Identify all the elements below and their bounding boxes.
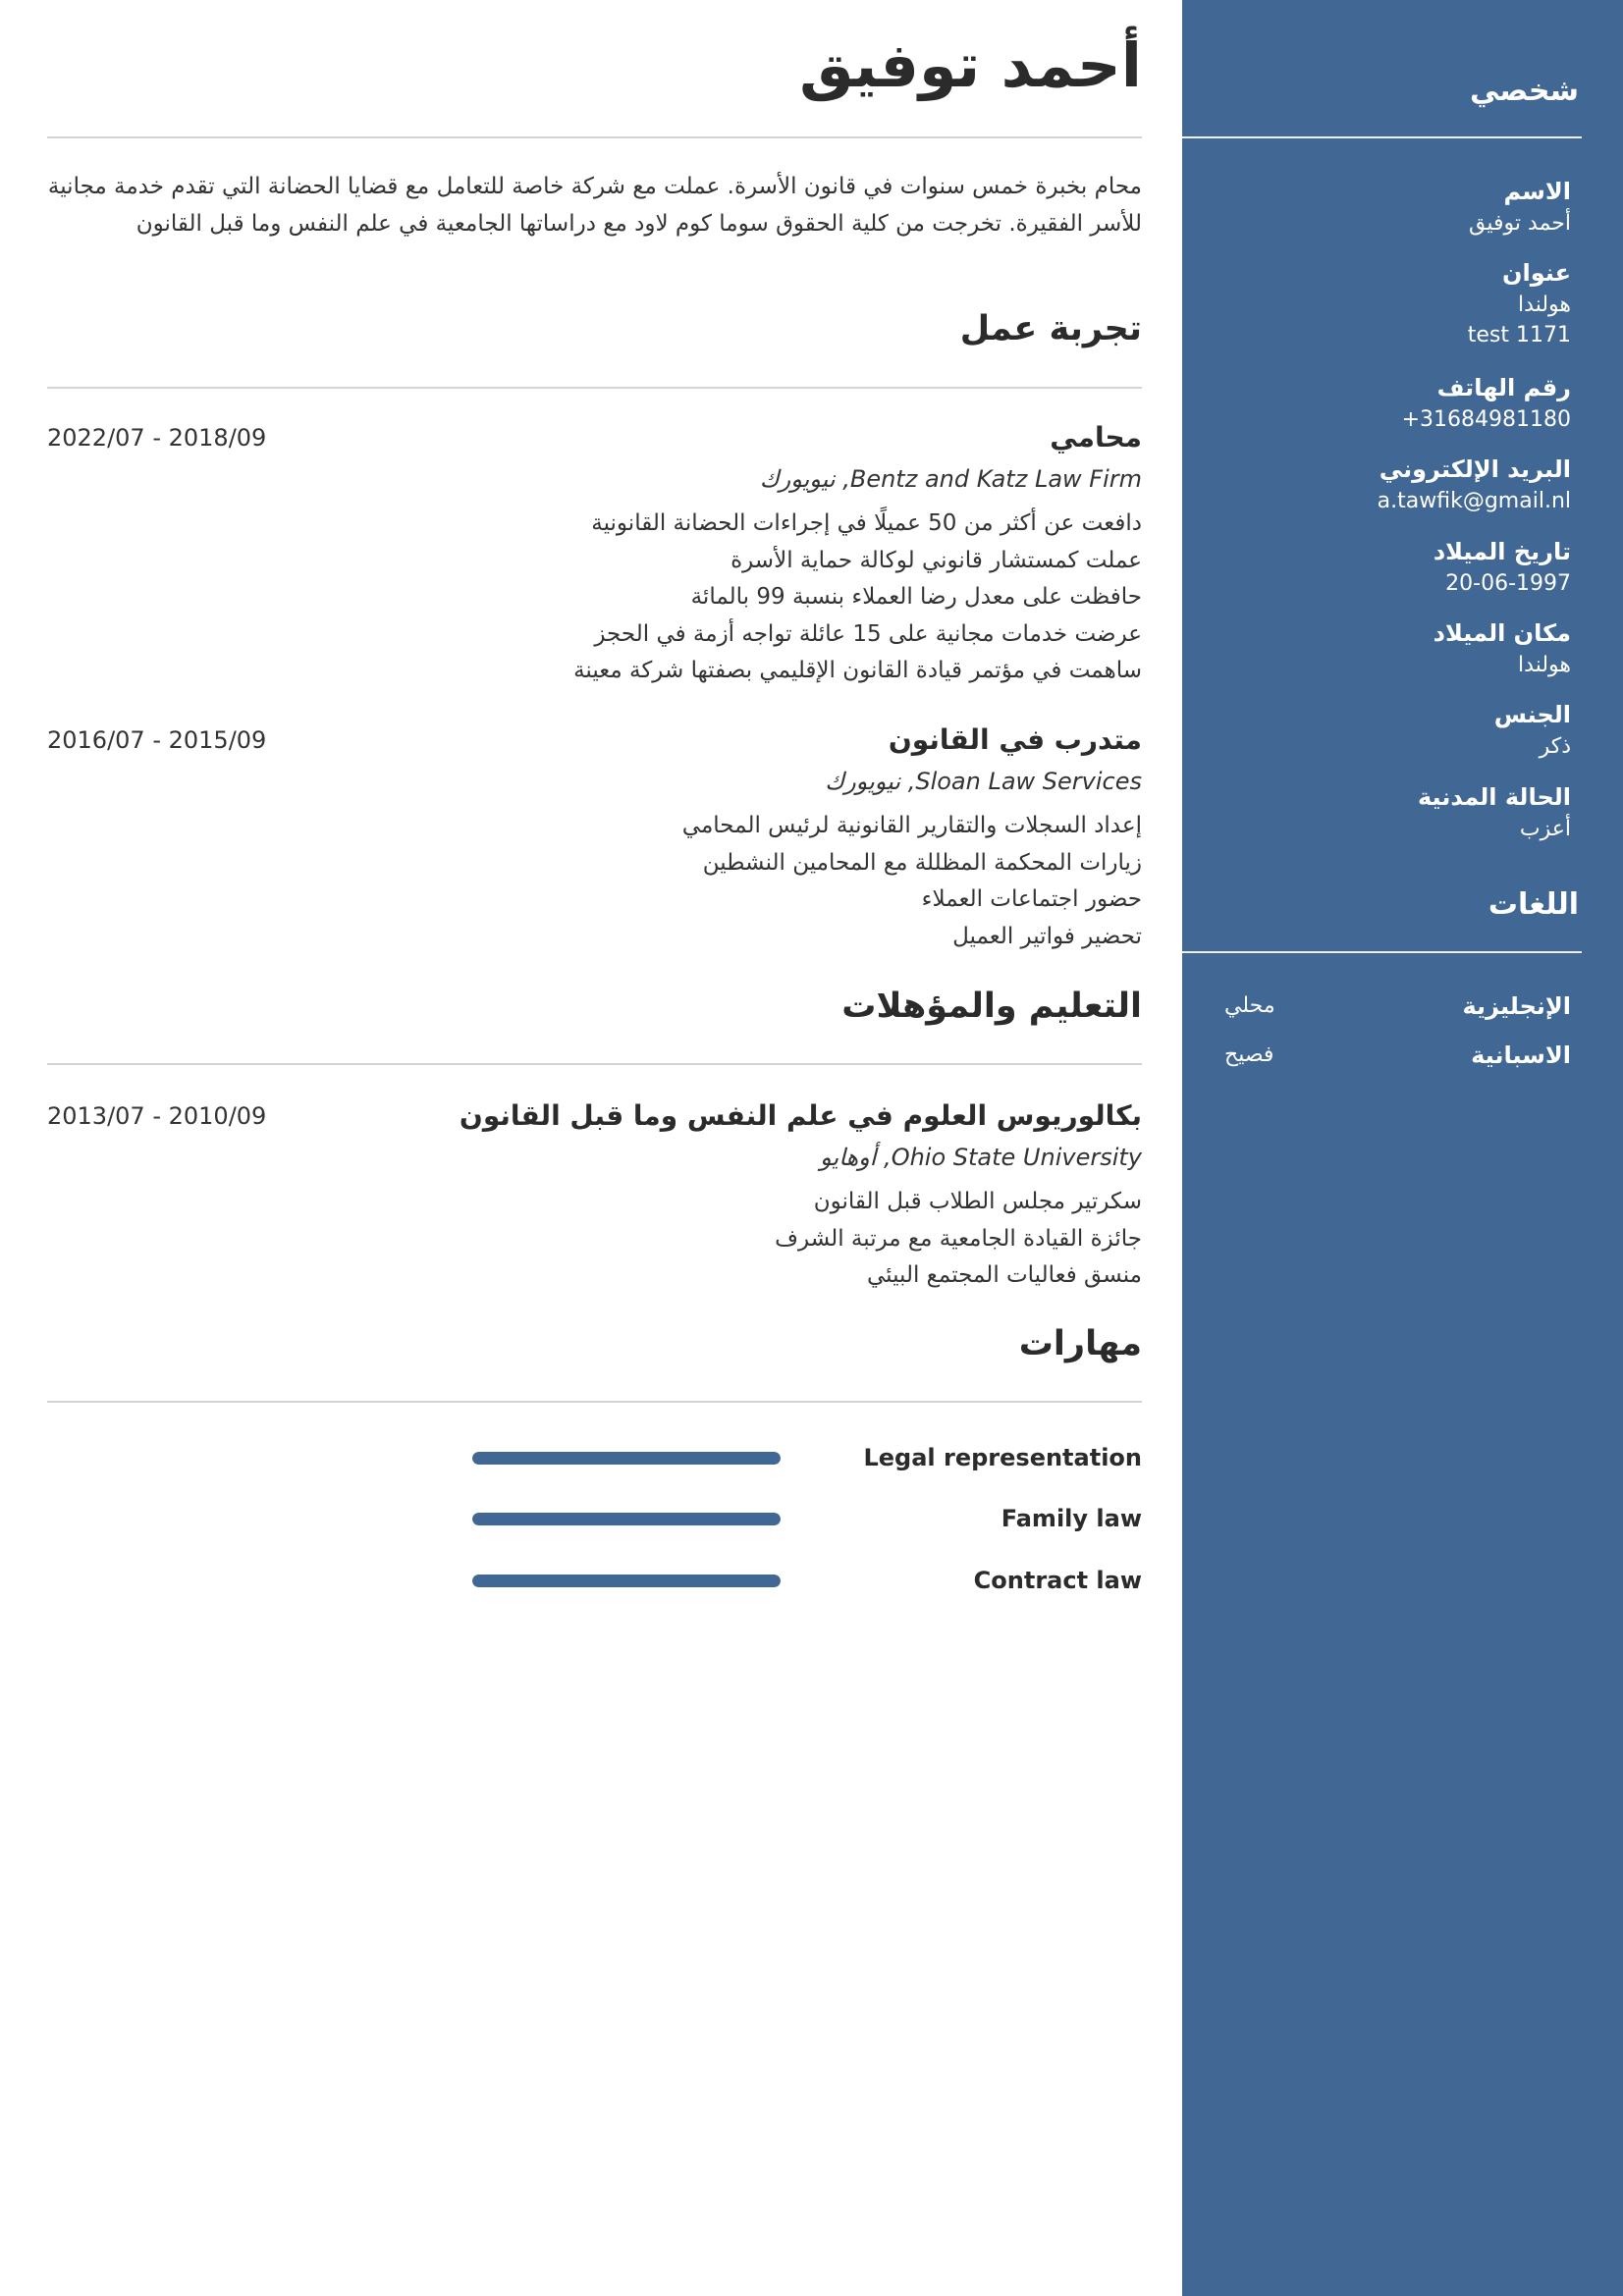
experience-heading: تجربة عمل — [959, 309, 1142, 348]
skills-heading: مهارات — [1018, 1324, 1142, 1363]
skill-bar-fill — [472, 1575, 781, 1587]
entry-organization: Sloan Law Services, نيويورك — [825, 768, 1142, 795]
personal-heading: شخصي — [1469, 74, 1579, 108]
field-value: ذكر — [1539, 734, 1571, 759]
entry-title: بكالوريوس العلوم في علم النفس وما قبل القانون — [459, 1099, 1142, 1132]
personal-field-email — [1378, 453, 1571, 516]
skill-label: Family law — [1001, 1505, 1142, 1532]
language-name: الاسبانية — [1471, 1041, 1571, 1069]
field-value: هولندا — [1518, 293, 1571, 317]
list-item: ساهمت في مؤتمر قيادة القانون الإقليمي بصفتها شركة معينة — [573, 658, 1142, 683]
skill-bar — [472, 1575, 781, 1587]
skill-row — [47, 1499, 1142, 1538]
field-label: الحالة المدنية — [1417, 783, 1571, 811]
language-name: الإنجليزية — [1462, 992, 1571, 1020]
header-divider — [47, 136, 1142, 138]
entry-organization: Ohio State University, أوهايو — [820, 1144, 1142, 1171]
personal-divider — [1182, 136, 1582, 138]
skill-bar — [472, 1452, 781, 1465]
skills-divider — [47, 1401, 1142, 1403]
personal-field-name — [1469, 175, 1571, 239]
field-value: 20-06-1997 — [1445, 571, 1571, 596]
field-value: test 1171 — [1467, 323, 1571, 347]
resume-main — [47, 0, 1142, 2296]
language-level: محلي — [1224, 993, 1275, 1018]
field-value: +31684981180 — [1401, 407, 1571, 432]
entry-organization: Bentz and Katz Law Firm, نيويورك — [759, 465, 1142, 493]
languages-divider — [1182, 951, 1582, 953]
language-row — [1182, 987, 1571, 1026]
field-label: الجنس — [1493, 701, 1571, 728]
field-value: أحمد توفيق — [1469, 211, 1571, 236]
entry-bullets — [775, 1184, 1142, 1295]
personal-field-address — [1468, 256, 1571, 350]
entry-title: محامي — [1050, 421, 1142, 454]
entry-dates: 2013/07 - 2010/09 — [47, 1102, 267, 1130]
skill-row — [47, 1561, 1142, 1600]
language-level: فصيح — [1224, 1042, 1274, 1067]
field-label: البريد الإلكتروني — [1379, 455, 1571, 483]
skill-label: Legal representation — [863, 1444, 1142, 1471]
entry-dates: 2016/07 - 2015/09 — [47, 726, 267, 754]
list-item: عملت كمستشار قانوني لوكالة حماية الأسرة — [730, 547, 1142, 573]
profile-summary: محام بخبرة خمس سنوات في قانون الأسرة. عملت مع شركة خاصة للتعامل مع قضايا الحضانة التي تقدم خدمة مجانية للأسر الفقيرة. تخرجت من كلية الحقوق سوما كوم لاود مع دراساتها الجامعية في علم النفس وما قبل القانون — [47, 174, 1142, 237]
candidate-name: أحمد توفيق — [799, 29, 1142, 101]
personal-field-birthplace — [1434, 616, 1571, 680]
field-label: تاريخ الميلاد — [1433, 538, 1571, 565]
list-item: دافعت عن أكثر من 50 عميلًا في إجراءات الحضانة القانونية — [591, 510, 1142, 536]
skill-row — [47, 1438, 1142, 1477]
experience-divider — [47, 387, 1142, 389]
entry-title: متدرب في القانون — [888, 723, 1142, 756]
personal-field-marital-status — [1418, 780, 1571, 844]
field-label: الاسم — [1503, 178, 1571, 205]
personal-field-birthdate — [1434, 535, 1571, 599]
entry-dates: 2022/07 - 2018/09 — [47, 424, 267, 452]
list-item: حضور اجتماعات العملاء — [921, 886, 1142, 912]
list-item: تحضير فواتير العميل — [952, 923, 1142, 949]
personal-field-gender — [1494, 698, 1571, 762]
education-heading: التعليم والمؤهلات — [841, 987, 1142, 1026]
skill-label: Contract law — [973, 1567, 1142, 1594]
list-item: سكرتير مجلس الطلاب قبل القانون — [813, 1189, 1142, 1214]
list-item: إعداد السجلات والتقارير القانونية لرئيس المحامي — [681, 813, 1142, 838]
education-divider — [47, 1063, 1142, 1065]
field-value: هولندا — [1518, 653, 1571, 677]
personal-field-phone — [1402, 371, 1571, 435]
sidebar — [1182, 0, 1623, 2296]
skill-bar — [472, 1513, 781, 1525]
skill-bar-fill — [472, 1452, 781, 1465]
entry-bullets — [682, 808, 1142, 955]
list-item: زيارات المحكمة المظللة مع المحامين النشطين — [702, 849, 1142, 876]
field-value: أعزب — [1519, 817, 1571, 841]
list-item: عرضت خدمات مجانية على 15 عائلة تواجه أزمة في الحجز — [594, 620, 1142, 647]
skill-bar-fill — [472, 1513, 781, 1525]
field-label: رقم الهاتف — [1436, 374, 1571, 401]
entry-bullets — [573, 506, 1142, 690]
language-row — [1182, 1036, 1571, 1075]
field-label: مكان الميلاد — [1433, 619, 1571, 647]
list-item: منسق فعاليات المجتمع البيئي — [866, 1262, 1142, 1288]
field-label: عنوان — [1502, 259, 1571, 287]
list-item: حافظت على معدل رضا العملاء بنسبة 99 بالمائة — [690, 584, 1142, 610]
list-item: جائزة القيادة الجامعية مع مرتبة الشرف — [775, 1225, 1142, 1252]
field-value: a.tawfik@gmail.nl — [1377, 489, 1571, 513]
languages-heading: اللغات — [1488, 887, 1579, 922]
